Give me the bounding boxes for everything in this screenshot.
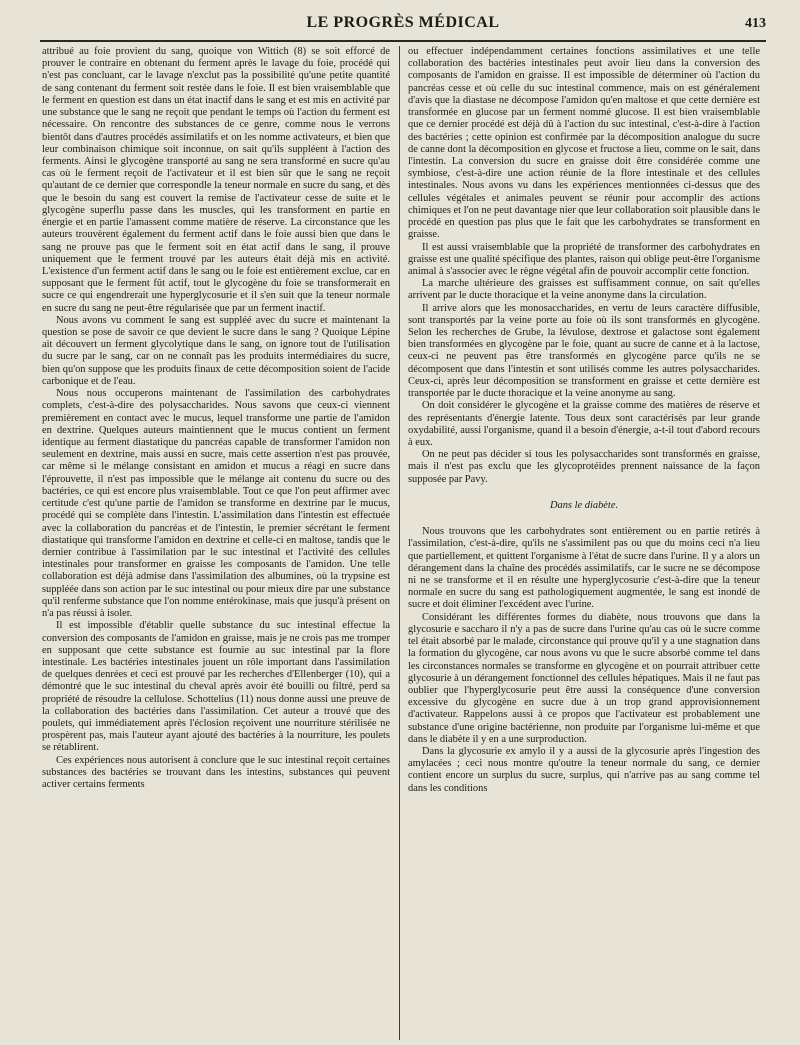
page-number: 413 [745, 16, 766, 31]
paragraph: attribué au foie provient du sang, quoique von Wittich (8) se soit efforcé de prouver le contraire en obtenant du ferment après le lavage du foie, procédé qui n'est pas concluant, car le lavage n'exclut pas la possibilité qu'une petite quantité de sang contenant du ferment soit restée dans le foie. Il est bien vraisemblable que le ferment en question est dans un état inactif dans le sang et est mis en activité par une substance que le sang ne reçoit que pendant le temps où l'action du ferment est nécessaire. On rencontre des substances de ce genre, comme nous le verrons bientôt dans d'autres procédés assimilatifs et on les nomme activateurs, et bien que leur combinaison chimique soit inconnue, on sait qu'ils suppléent à l'action des ferments. Ainsi le glycogène transporté au sang ne sera transformé en sucre qu'au cas où le ferment reçoit de l'activateur et il est bien sûr que le sang ne reçoit qu'autant de ce dernier que correspondle la teneur normale en sucre du sang, et dès que le besoin du sang est couvert la remise de l'activateur cesse de suite et le glycogène superflu passe dans les muscles, qui les transforment en partie en énergie et en partie l'amassent comme matière de réserve. La circonstance que les auteurs trouvèrent également du ferment actif dans le foie aussi bien que dans le sang ne prouve pas que le ferment soit en état actif dans le sang, il prouve uniquement que le ferment trouvé par les auteurs était déjà mis en activité. L'existence d'un ferment actif dans le sang ou le foie est entièrement exclue, car en supposant que le ferment fût actif, tout le glycogène du foie se transformerait en sucre ce qui engendrerait une hyperglycosurie et il s'en suit que la teneur normale en sucre du sang ne peut-être régularisée que par un ferment inactif. [42, 46, 390, 314]
page-header [40, 14, 766, 40]
paragraph: Ces expériences nous autorisent à conclure que le suc intestinal reçoit certaines substances des bactéries se trouvant dans les intestins, substances qui peuvent activer certains ferments [42, 754, 390, 791]
column-divider [399, 46, 400, 1040]
paragraph: Nous nous occuperons maintenant de l'assimilation des carbohydrates complets, c'est-à-dire des polysaccharides. Nous savons que ceux-ci viennent premièrement en contact avec le mucus, lequel transforme une partie de l'amidon en dextrine. Quelques auteurs maintiennent que le mucus contient un ferment identique au ferment diastatique du pancréas capable de transformer l'amidon non seulement en dextrine, mais aussi en sucre, mais cette assertion n'est pas prouvée, car même si le mélange consistant en amidon et mucus a réagi en sucre dans l'éprouvette, il n'est pas impossible que le mélange ait contenu du sucre ou des bactéries, ce qui est encore plus vraisemblable. Tout ce que l'on peut affirmer avec certitude c'est qu'une partie de l'amidon se transforme en dextrine par le mucus, procédé qui se complète dans l'intestin. L'assimilation dans l'intestin est effectuée avec la collaboration du pancréas et de l'intestin, le premier sécrétant le ferment diastatique qui transforme l'amidon en dextrine et celle-ci en maltose, tandis que le dernier contribue à l'assimilation par le suc intestinal et l'activité des cellules intestinales pour transformer en graisse les composants de l'amidon. Une telle collaboration est déjà admise dans l'assimilation des albumines, où la trypsine est suppléée dans son action par le suc intestinal ou pour mieux dire par une substance qu'il renferme substance que l'on nomme entérokinase, mais que jusqu'à présent on n'a pas réussi à isoler. [42, 388, 390, 620]
paragraph: Considérant les différentes formes du diabète, nous trouvons que dans la glycosurie e saccharo il n'y a pas de sucre dans l'urine qu'au cas où le sucre comme tel était absorbé par le malade, circonstance qui prouve qu'il y a une stagnation dans la formation du glycogène, car nous avons vu que le sucre absorbé comme tel dans les circonstances normales se transforme en glycogène et on pourrait attribuer cette glycosurie à un dérangement fonctionnel des cellules hépatiques. Mais il ne faut pas oublier que l'hyperglycosurie peut être aussi la conséquence d'une conversion excessive du glycogène en sucre due à un trop grand approvisionnement d'activateur. Rappelons aussi à ce propos que l'activateur est probablement une substance d'une origine bactérienne, non produite par l'organisme lui-même et que dans le diabète il y en a une surproduction. [408, 611, 760, 745]
paragraph: Dans la glycosurie ex amylo il y a aussi de la glycosurie après l'ingestion des amylacées ; ceci nous montre qu'outre la teneur normale du sang, ce dernier contient encore un surplus du sucre, surplus, qui n'arrive pas au sang comme tel dans les conditions [408, 746, 760, 794]
paragraph: La marche ultérieure des graisses est suffisamment connue, on sait qu'elles arrivent par le ducte thoracique et la veine anonyme dans la circulation. [408, 278, 760, 302]
left-column [42, 46, 390, 1038]
paragraph: Il est aussi vraisemblable que la propriété de transformer des carbohydrates en graisse est une qualité spécifique des plantes, raison qui oblige peut-être l'organisme animal à s'associer avec le règne végétal afin de pouvoir accomplir cette fonction. [408, 241, 760, 277]
section-heading: Dans le diabète. [549, 499, 619, 511]
paragraph: On doit considérer le glycogène et la graisse comme des matières de réserve et des représentants d'énergie latente. Tous deux sont caractérisés par leur grande oxydabilité, aussi l'organisme, quand il a besoin d'énergie, a-t-il tout d'abord recours à eux. [408, 400, 760, 448]
paragraph: Nous trouvons que les carbohydrates sont entièrement ou en partie retirés à l'assimilation, c'est-à-dire, qu'ils ne s'assimilent pas ou que du moins ceci n'a lieu que partiellement, et quittent l'organisme à l'état de sucre dans l'urine. Il y a alors un dérangement dans la chaîne des procédés assimilatifs, car le sucre ne se décompose ni ne se transforme et il en résulte une hyperglycosurie c'est-à-dire que la teneur normale en sucre du sang est pathologiquement augmentée, le sang est inondé de sucre et doit éliminer l'excédent avec l'urine. [408, 526, 760, 611]
paragraph: Nous avons vu comment le sang est suppléé avec du sucre et maintenant la question se pose de savoir ce que devient le sucre dans le sang ? Quoique Lépine ait découvert un ferment glycolytique dans le sang, on ignore tout de l'utilisation du sucre par le sang, car on ne connaît pas les produits intermédiaires du sucre, bien qu'on suppose que les produits finaux de cette décomposition soient de l'acide carbonique et de l'eau. [42, 314, 390, 387]
paragraph: On ne peut pas décider si tous les polysaccharides sont transformés en graisse, mais il n'est pas exclu que les glycoprotéides prennent naissance de la façon supposée par Pavy. [408, 449, 760, 485]
paragraph: Il est impossible d'établir quelle substance du suc intestinal effectue la conversion des composants de l'amidon en graisse, mais je ne crois pas me tromper en supposant que cette substance est fournie au suc intestinal par la flore intestinale. Les bactéries intestinales jouent un rôle important dans l'assimilation de quelques denrées et ceci est prouvé par les recherches d'Ellenberger (10), qui a démontré que le suc intestinal du cheval après avoir été bouilli ou filtré, perd sa propriété de résoudre la cellulose. Schottelius (11) nous donne aussi une preuve de la collaboration des bactéries dans l'assimilation. Cet auteur a trouvé que des poulets, qui immédiatement après l'éclosion reçoivent une nourriture stérilisée ne prospèrent pas, mais l'auteur ayant ajouté des bactéries à la nourriture, les poulets se rétablirent. [42, 620, 390, 754]
paragraph: ou effectuer indépendamment certaines fonctions assimilatives et une telle collaboration des bactéries intestinales peut avoir lieu dans la conversion des composants de l'amidon en graisse. Il est impossible de déterminer où l'action du pancréas cesse et où celle du suc intestinal commence, mais on est généralement d'avis que la diastase ne décompose l'amidon qu'en maltose et que cette dernière est transformée en glucose par un ferment nommé glucose. Il est bien vraisemblable que ce dernier procédé est déjà dû à l'action du suc intestinal, c'est-à-dire à l'action des bactéries ; cette opinion est confirmée par la décomposition analogue du sucre de canne dont la décomposition en glycose et fructose a lieu, comme on le sait, dans l'intestin. La conversion du sucre en graisse doit être considérée comme une symbiose, c'est-à-dire une action réunie de la flore intestinale et des cellules intestinales. Nous avons vu dans les expériences mentionnées ci-dessus que des cellules végétales et animales peuvent se réunir pour accomplir des actions chimiques et l'on ne peut davantage nier que leur collaboration soit plausible dans le procédé en question pas plus que le fait que les carbohydrates se transforment en graisse. [408, 46, 760, 241]
paragraph: Il arrive alors que les monosaccharides, en vertu de leurs caractère diffusible, sont transportés par la veine porte au foie où ils sont transformés en glycogène. Selon les recherches de Grube, la lévulose, dextrose et galactose sont également bien transformées en glycogène par le foie, quant au sucre de canne et à la lactose, ceux-ci ne peuvent pas être transformés en glycogène parce qu'ils ne se décomposent que dans l'intestin et sont utilisés comme les autres polysaccharides. Ceux-ci, après leur décomposition se transforment en graisse et cette dernière est transportée par le ducte thoracique et la veine anonyme au sang. [408, 302, 760, 400]
header-rule [40, 40, 766, 42]
journal-title: LE PROGRÈS MÉDICAL [306, 14, 500, 31]
right-column [408, 46, 760, 1038]
